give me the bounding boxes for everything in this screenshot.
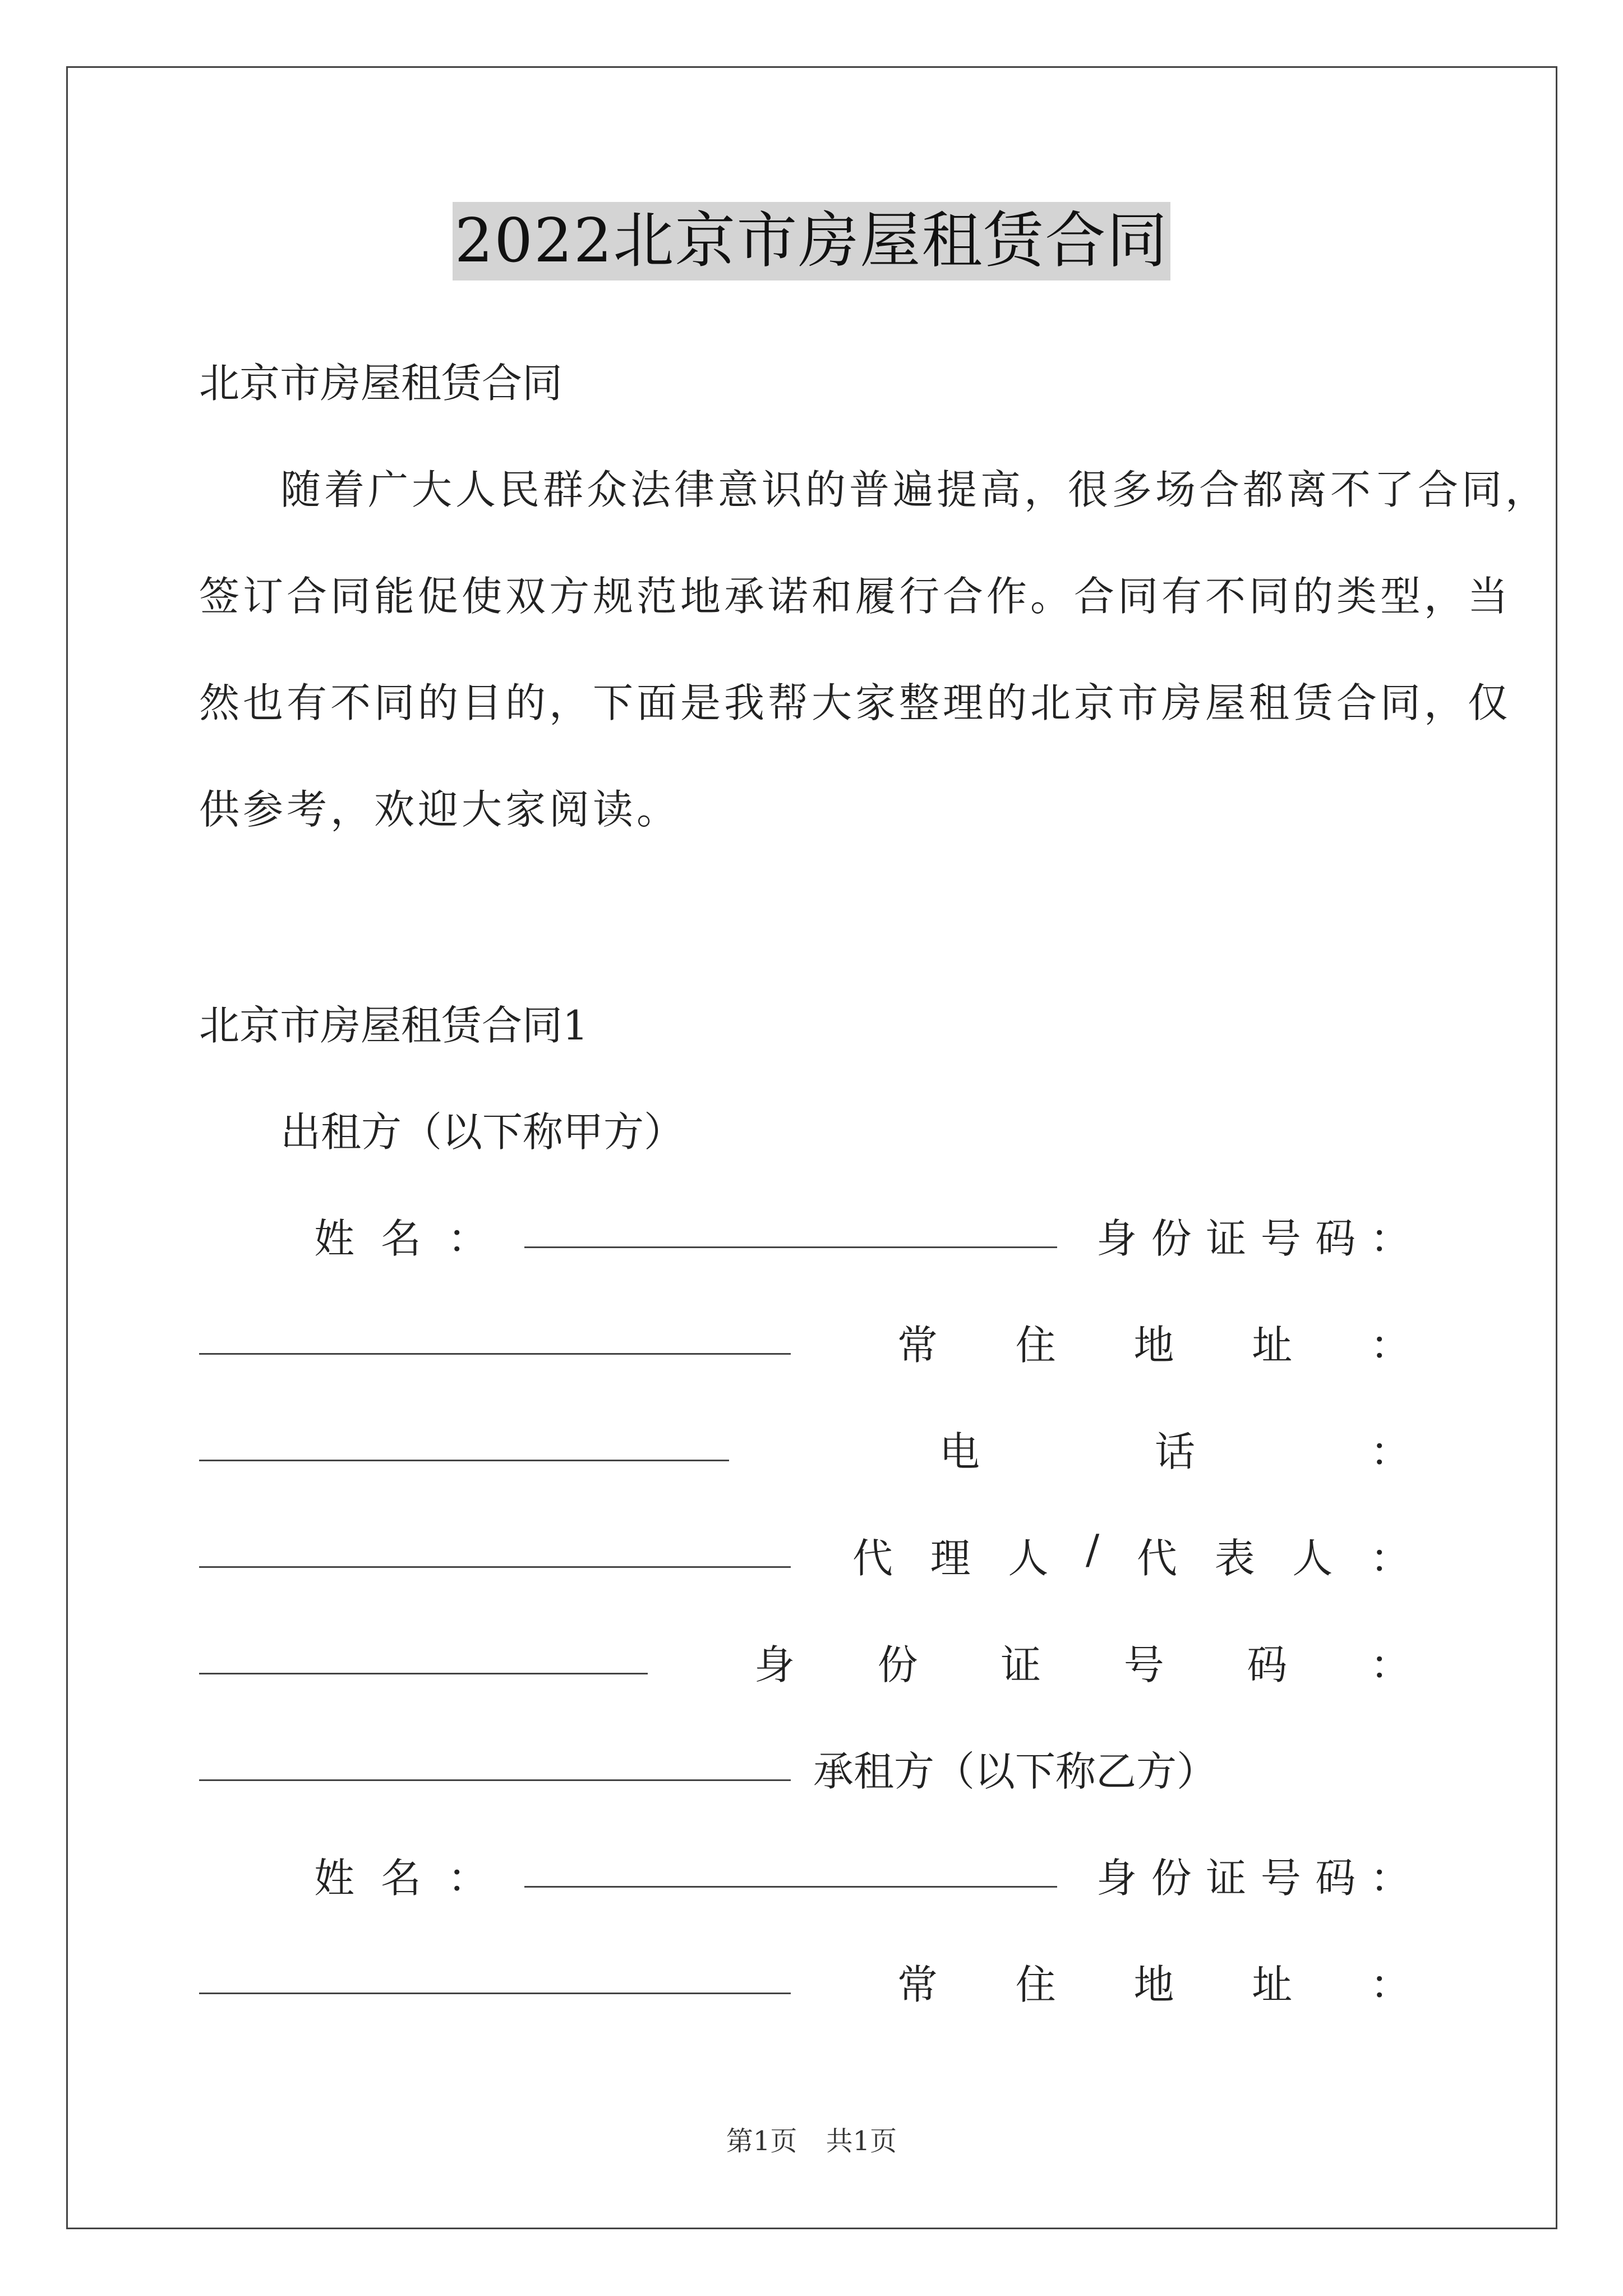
- label-char: 人: [1008, 1535, 1049, 1582]
- label-char: 代: [852, 1535, 893, 1582]
- label-char: 证: [1206, 1855, 1247, 1902]
- label-char: /: [1086, 1526, 1100, 1573]
- label-char: 名: [380, 1215, 421, 1262]
- lessor-id-blank[interactable]: [199, 1353, 791, 1355]
- lessor-id-label: [1096, 1206, 1410, 1264]
- label-char: 码: [1247, 1641, 1288, 1688]
- document-subtitle: 北京市房屋租赁合同: [199, 360, 563, 407]
- intro-line-4: 供参考，欢迎大家阅读。: [199, 786, 681, 833]
- label-char: ：: [1370, 1428, 1410, 1475]
- lessor-address-label: [897, 1313, 1410, 1371]
- lessee-id-label: [1096, 1846, 1410, 1904]
- label-char: 常: [897, 1322, 938, 1369]
- label-char: 份: [1151, 1855, 1192, 1902]
- lessee-label: 承租方（以下称乙方）: [813, 1748, 1218, 1795]
- label-char: 表: [1214, 1535, 1255, 1582]
- label-char: ：: [1370, 1855, 1410, 1902]
- lessee-name-label: [314, 1846, 488, 1904]
- lessor-phone-blank[interactable]: [199, 1566, 791, 1568]
- label-char: 号: [1123, 1641, 1164, 1688]
- label-char: 址: [1252, 1322, 1293, 1369]
- label-char: 话: [1154, 1428, 1195, 1475]
- lessor-phone-label: [939, 1419, 1410, 1478]
- lessee-address-label: [897, 1952, 1410, 2010]
- label-char: 姓: [314, 1215, 355, 1262]
- label-char: 码: [1315, 1855, 1356, 1902]
- label-char: 址: [1252, 1961, 1293, 2008]
- label-char: 号: [1260, 1855, 1301, 1902]
- title-container: [0, 202, 1623, 280]
- label-char: 码: [1315, 1215, 1356, 1262]
- lessor-label: 出租方（以下称甲方）: [280, 1108, 685, 1156]
- label-char: 证: [1206, 1215, 1247, 1262]
- page-number: 第1页: [726, 2125, 797, 2157]
- label-char: 份: [1151, 1215, 1192, 1262]
- intro-line-2: 签订合同能促使双方规范地承诺和履行合作。合同有不同的类型，当: [199, 573, 1512, 620]
- label-char: ：: [1370, 1641, 1410, 1688]
- label-char: 份: [877, 1641, 918, 1688]
- label-char: ：: [447, 1215, 488, 1262]
- lessor-name-label: [314, 1206, 488, 1264]
- lessor-agent-label: [852, 1526, 1410, 1584]
- label-char: 姓: [314, 1855, 355, 1902]
- page-total: 共1页: [826, 2125, 897, 2157]
- label-char: 身: [754, 1641, 795, 1688]
- label-char: ：: [1370, 1961, 1410, 2008]
- label-char: 常: [897, 1961, 938, 2008]
- lessor-agent-id-label: [754, 1632, 1410, 1691]
- intro-line-1: 随着广大人民群众法律意识的普遍提高，很多场合都离不了合同，: [280, 466, 1550, 513]
- label-char: 住: [1015, 1961, 1056, 2008]
- label-char: 名: [380, 1855, 421, 1902]
- label-char: 代: [1136, 1535, 1177, 1582]
- label-char: 证: [1000, 1641, 1041, 1688]
- label-char: 身: [1096, 1855, 1137, 1902]
- page-footer: [0, 2119, 1623, 2158]
- label-char: ：: [1370, 1535, 1410, 1582]
- lessee-name-blank[interactable]: [524, 1886, 1057, 1888]
- document-title: 2022北京市房屋租赁合同: [453, 202, 1171, 280]
- label-char: ：: [1370, 1322, 1410, 1369]
- label-char: 电: [939, 1428, 980, 1475]
- lessor-name-blank[interactable]: [524, 1246, 1057, 1248]
- label-char: 地: [1133, 1322, 1174, 1369]
- label-char: ：: [1370, 1215, 1410, 1262]
- lessor-agent-id-blank[interactable]: [199, 1779, 791, 1781]
- lessor-agent-blank[interactable]: [199, 1673, 648, 1674]
- label-char: 住: [1015, 1322, 1056, 1369]
- label-char: ：: [447, 1855, 488, 1902]
- label-char: 理: [930, 1535, 971, 1582]
- section-title: 北京市房屋租赁合同1: [199, 1002, 588, 1049]
- label-char: 人: [1292, 1535, 1333, 1582]
- label-char: 号: [1260, 1215, 1301, 1262]
- intro-line-3: 然也有不同的目的，下面是我帮大家整理的北京市房屋租赁合同，仅: [199, 679, 1512, 726]
- label-char: 身: [1096, 1215, 1137, 1262]
- label-char: 地: [1133, 1961, 1174, 2008]
- lessor-address-blank[interactable]: [199, 1460, 729, 1461]
- lessee-id-blank[interactable]: [199, 1993, 791, 1994]
